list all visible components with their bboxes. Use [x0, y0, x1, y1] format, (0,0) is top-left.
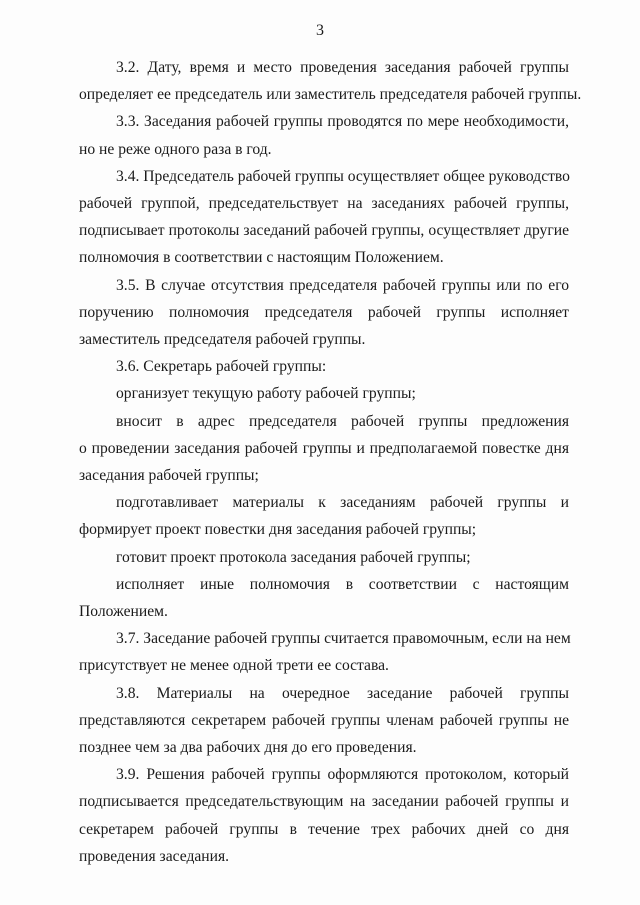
- text-line: подписывает протоколы заседаний рабочей группы, осуществляет другие: [79, 222, 569, 240]
- text-line: 3.6. Секретарь рабочей группы:: [116, 358, 327, 376]
- text-line: определяет ее председатель или заместитель председателя рабочей группы.: [79, 86, 582, 104]
- text-line: 3.7. Заседание рабочей группы считается правомочным, если на нем: [116, 630, 571, 648]
- text-line: рабочей группой, председательствует на заседаниях рабочей группы,: [79, 195, 569, 213]
- paragraph-3-8: [79, 680, 569, 762]
- text-line: формирует проект повестки дня заседания рабочей группы;: [79, 521, 477, 539]
- paragraph-3-6-a: [79, 380, 569, 407]
- paragraph-3-6: [79, 353, 569, 380]
- text-line: 3.3. Заседания рабочей группы проводятся по мере необходимости,: [116, 113, 569, 131]
- paragraph-3-3: [79, 108, 569, 162]
- paragraph-3-6-c: [79, 489, 569, 543]
- paragraph-3-9: [79, 761, 569, 870]
- text-line: о проведении заседания рабочей группы и предполагаемой повестке дня: [79, 439, 569, 457]
- text-line: секретарем рабочей группы в течение трех рабочих дней со дня: [79, 820, 569, 838]
- paragraph-3-2: [79, 54, 582, 108]
- text-line: позднее чем за два рабочих дня до его проведения.: [79, 739, 417, 757]
- paragraph-3-5: [79, 272, 569, 354]
- text-line: заседания рабочей группы;: [79, 467, 259, 485]
- text-line: Положением.: [79, 603, 168, 621]
- document-body: [79, 54, 582, 870]
- text-line: вносит в адрес председателя рабочей группы предложения: [116, 412, 569, 430]
- text-line: заместитель председателя рабочей группы.: [79, 331, 366, 349]
- paragraph-3-6-e: [79, 571, 569, 625]
- text-line: 3.8. Материалы на очередное заседание рабочей группы: [116, 684, 569, 702]
- text-line: проведения заседания.: [79, 847, 230, 865]
- text-line: 3.2. Дату, время и место проведения заседания рабочей группы: [116, 59, 569, 76]
- text-line: поручению полномочия председателя рабочей группы исполняет: [79, 303, 569, 321]
- paragraph-3-4: [79, 163, 569, 272]
- text-line: готовит проект протокола заседания рабочей группы;: [116, 548, 471, 566]
- paragraph-3-6-d: [79, 544, 569, 571]
- text-line: но не реже одного раза в год.: [79, 140, 272, 158]
- text-line: полномочия в соответствии с настоящим Положением.: [79, 249, 444, 267]
- paragraph-3-7: [79, 625, 569, 679]
- text-line: 3.9. Решения рабочей группы оформляются протоколом, который: [116, 766, 569, 784]
- text-line: 3.4. Председатель рабочей группы осуществляет общее руководство: [116, 167, 570, 185]
- page-number: 3: [316, 22, 324, 39]
- text-line: присутствует не менее одной трети ее состава.: [79, 657, 389, 675]
- text-line: подписывается председательствующим на заседании рабочей группы и: [79, 793, 569, 811]
- text-line: организует текущую работу рабочей группы;: [116, 385, 416, 403]
- text-line: исполняет иные полномочия в соответствии с настоящим: [116, 575, 569, 593]
- text-line: представляются секретарем рабочей группы членам рабочей группы не: [79, 711, 569, 729]
- paragraph-3-6-b: [79, 408, 569, 490]
- text-line: 3.5. В случае отсутствия председателя рабочей группы или по его: [116, 276, 569, 294]
- text-line: подготавливает материалы к заседаниям рабочей группы и: [116, 494, 569, 512]
